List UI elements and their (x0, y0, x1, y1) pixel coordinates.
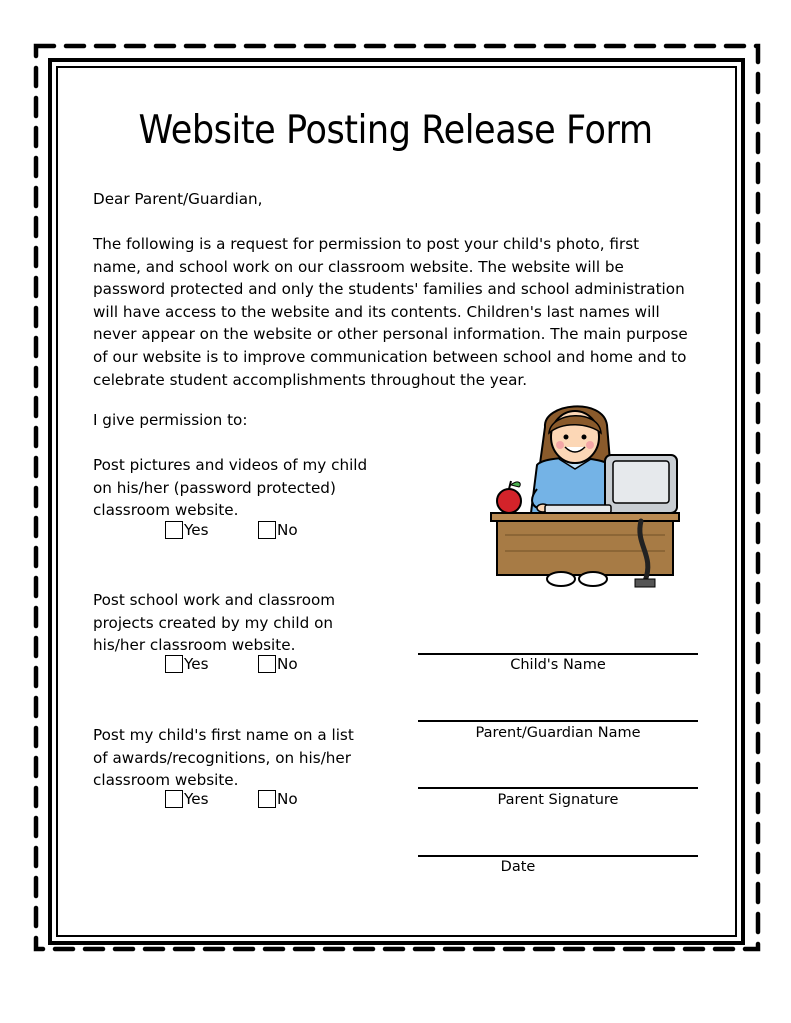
no-checkbox[interactable] (258, 521, 276, 539)
no-label: No (277, 521, 298, 539)
child-name-label: Child's Name (510, 657, 606, 673)
permission-line: on his/her (password protected) (93, 478, 336, 497)
child-at-computer-icon (485, 395, 685, 595)
date-label: Date (500, 859, 536, 875)
permission-line: Post school work and classroom (93, 591, 336, 609)
form-title: Website Posting Release Form (138, 108, 653, 153)
yes-option[interactable] (165, 521, 209, 539)
permission-line: Post pictures and videos of my child (93, 456, 368, 474)
intro-line: celebrate student accomplishments throughout the year. (93, 370, 528, 389)
intro-line: password protected and only the students' families and school administration (93, 280, 685, 299)
date-line[interactable] (418, 855, 698, 857)
yes-label: Yes (184, 790, 209, 808)
parent-guardian-name-line[interactable] (418, 720, 698, 722)
yes-checkbox[interactable] (165, 790, 183, 808)
parent-signature-line[interactable] (418, 787, 698, 789)
intro-line: never appear on the website or other personal information. The main purpose (93, 325, 688, 344)
no-checkbox[interactable] (258, 655, 276, 673)
no-option[interactable] (258, 790, 298, 808)
yes-option[interactable] (165, 655, 209, 673)
intro-line: of our website is to improve communication between school and home and to (93, 347, 687, 366)
intro-line: name, and school work on our classroom website. The website will be (93, 257, 624, 276)
no-label: No (277, 655, 298, 673)
give-permission-heading: I give permission to: (93, 411, 248, 429)
child-name-line[interactable] (418, 653, 698, 655)
intro-paragraph (93, 233, 703, 391)
parent-signature-label: Parent Signature (497, 792, 619, 808)
intro-line: The following is a request for permission to post your child's photo, first (93, 235, 640, 253)
yes-checkbox[interactable] (165, 655, 183, 673)
yes-label: Yes (184, 655, 209, 673)
permission-line: classroom website. (93, 501, 239, 520)
permission-school-work (93, 589, 393, 657)
no-option[interactable] (258, 655, 298, 673)
parent-guardian-name-label: Parent/Guardian Name (475, 725, 641, 741)
yes-label: Yes (184, 521, 209, 539)
no-checkbox[interactable] (258, 790, 276, 808)
yes-option[interactable] (165, 790, 209, 808)
salutation: Dear Parent/Guardian, (93, 190, 263, 208)
permission-line: projects created by my child on (93, 613, 333, 632)
no-label: No (277, 790, 298, 808)
permission-line: his/her classroom website. (93, 636, 296, 655)
yes-checkbox[interactable] (165, 521, 183, 539)
intro-line: will have access to the website and its contents. Children's last names will (93, 302, 660, 321)
permission-first-name-awards (93, 724, 393, 792)
permission-pictures-videos (93, 454, 393, 522)
permission-line: Post my child's first name on a list (93, 726, 354, 744)
no-option[interactable] (258, 521, 298, 539)
permission-line: classroom website. (93, 771, 239, 790)
permission-line: of awards/recognitions, on his/her (93, 748, 352, 767)
